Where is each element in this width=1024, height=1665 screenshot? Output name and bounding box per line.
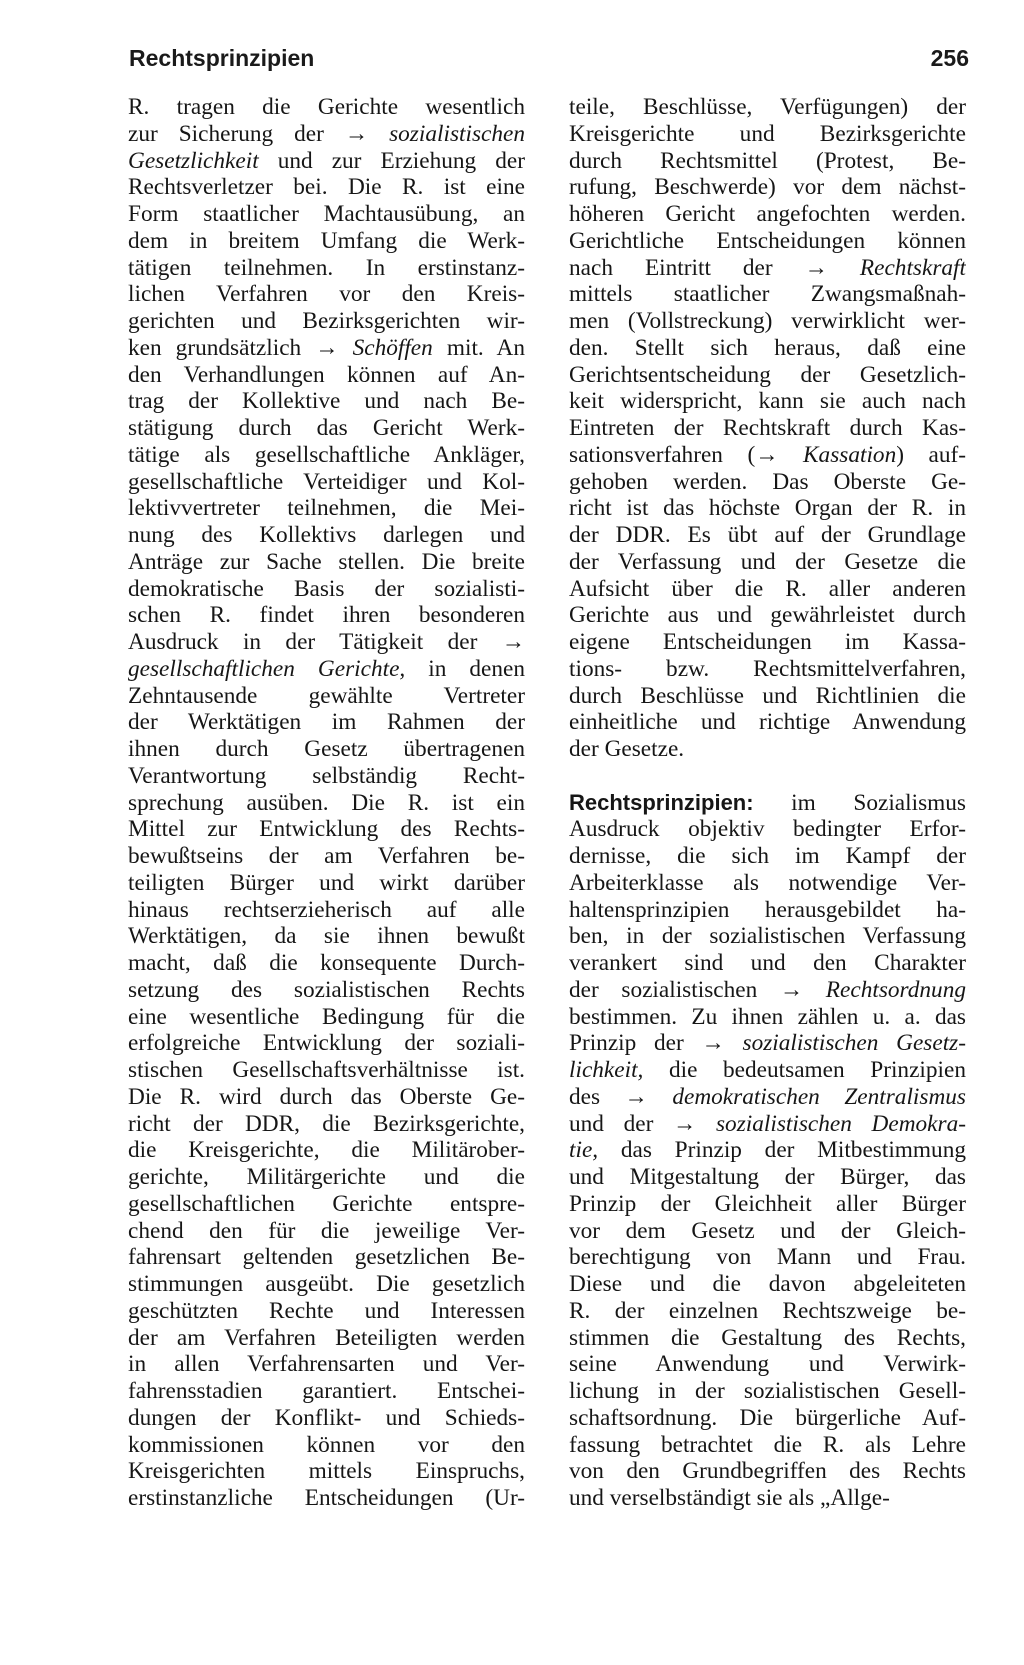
text-run: lichen Verfahren vor den Kreis- <box>128 281 525 308</box>
text-run: das Prinzip der Mitbestimmung <box>598 1137 966 1164</box>
text-run: Anträge zur Sache stellen. Die breite <box>128 548 525 575</box>
text-run: höheren Gericht angefochten werden. <box>569 201 966 227</box>
text-line <box>569 1485 966 1512</box>
text-line <box>569 923 966 950</box>
text-run: fassung betrachtet die R. als Lehre <box>569 1431 966 1458</box>
text-line <box>128 576 525 603</box>
text-run: und der → <box>569 1110 716 1137</box>
text-run: chend den für die jeweilige Ver- <box>128 1217 525 1244</box>
text-line <box>569 977 966 1004</box>
text-line <box>569 1137 966 1164</box>
text-run: mittels staatlicher Zwangsmaßnah- <box>569 281 966 308</box>
text-run: fahrensstadien garantiert. Entschei- <box>128 1378 525 1404</box>
text-run: vor dem Gesetz und der Gleich- <box>569 1217 966 1244</box>
text-line <box>128 388 525 415</box>
text-run: berechtigung von Mann und Frau. <box>569 1244 966 1271</box>
text-run: mit. An <box>432 334 525 361</box>
cross-reference: demokratischen Zentralismus <box>672 1083 966 1110</box>
text-run: R. tragen die Gerichte wesentlich <box>128 94 525 120</box>
text-line <box>128 1137 525 1164</box>
text-line <box>128 1458 525 1485</box>
text-line <box>128 1325 525 1352</box>
text-run: ihnen durch Gesetz übertragenen <box>128 736 525 762</box>
text-run: keit widerspricht, kann sie auch nach <box>569 388 966 415</box>
text-line <box>128 790 525 817</box>
text-run: geschützten Rechte und Interessen <box>128 1297 525 1324</box>
text-run: tätige als gesellschaftliche Ankläger, <box>128 441 525 468</box>
text-line <box>128 148 525 175</box>
text-run: verankert sind und den Charakter <box>569 950 966 976</box>
text-run: Gerichte aus und gewährleistet durch <box>569 602 966 629</box>
text-line <box>128 1164 525 1191</box>
text-line <box>128 495 525 522</box>
text-line <box>569 1244 966 1271</box>
cross-reference: lichkeit, <box>569 1057 644 1083</box>
text-line <box>569 362 966 389</box>
text-line <box>569 1271 966 1298</box>
text-run: Diese und die davon abgeleiteten <box>569 1271 966 1297</box>
text-run: und Mitgestaltung der Bürger, das <box>569 1164 966 1190</box>
text-run: dem in breitem Umfang die Werk- <box>128 227 525 254</box>
text-run: bewußtseins der am Verfahren be- <box>128 843 525 869</box>
text-run: Zehntausende gewählte Vertreter <box>128 682 525 709</box>
text-line <box>569 388 966 415</box>
text-run: schaftsordnung. Die bürgerliche Auf- <box>569 1404 966 1431</box>
text-run: der Werktätigen im Rahmen der <box>128 709 525 736</box>
text-line <box>128 415 525 442</box>
text-line <box>128 709 525 736</box>
text-line <box>569 1458 966 1485</box>
text-run: richt ist das höchste Organ der R. in <box>569 495 966 522</box>
text-run: der Gesetze. <box>569 736 685 762</box>
cross-reference: sozialistischen <box>389 120 525 147</box>
text-run: stischen Gesellschaftsverhältnisse ist. <box>128 1057 525 1083</box>
text-line <box>569 442 966 469</box>
text-run: den Verhandlungen können auf An- <box>128 361 525 388</box>
text-line <box>569 1351 966 1378</box>
text-line <box>569 683 966 710</box>
text-line <box>569 174 966 201</box>
text-line <box>569 1084 966 1111</box>
text-line <box>569 121 966 148</box>
right-column <box>569 94 966 1512</box>
text-line <box>128 736 525 763</box>
text-run: teile, Beschlüsse, Verfügungen) der <box>569 94 966 120</box>
text-run: den. Stellt sich heraus, daß eine <box>569 334 966 361</box>
text-run: Werktätigen, da sie ihnen bewußt <box>128 923 525 950</box>
text-run: hinaus rechtserzieherisch auf alle <box>128 896 525 923</box>
text-run: R. der einzelnen Rechtszweige be- <box>569 1297 966 1324</box>
text-run: der sozialistischen → <box>569 976 826 1003</box>
cross-reference: Gesetzlichkeit <box>128 147 259 174</box>
text-run: gesellschaftliche Verteidiger und Kol- <box>128 468 525 495</box>
text-run: sationsverfahren (→ <box>569 441 804 468</box>
text-line <box>128 1191 525 1218</box>
text-line <box>128 950 525 977</box>
text-run: dernisse, die sich im Kampf der <box>569 843 966 869</box>
text-run: sprechung ausüben. Die R. ist ein <box>128 789 525 816</box>
text-line <box>128 1485 525 1512</box>
cross-reference: gesellschaftlichen Gerichte, <box>128 655 406 682</box>
text-run: ken grundsätzlich → <box>128 334 353 361</box>
text-line <box>128 1378 525 1405</box>
text-run: stimmungen ausgeübt. Die gesetzlich <box>128 1271 525 1297</box>
text-run: Mittel zur Entwicklung des Rechts- <box>128 816 525 843</box>
text-line <box>569 1218 966 1245</box>
text-run: eigene Entscheidungen im Kassa- <box>569 629 966 655</box>
cross-reference: sozialistischen Gesetz- <box>742 1030 966 1057</box>
cross-reference: sozialistischen Demokra- <box>715 1110 966 1137</box>
text-run: kommissionen können vor den <box>128 1431 525 1458</box>
text-line <box>569 1191 966 1218</box>
text-run: fahrensart geltenden gesetzlichen Be- <box>128 1244 525 1271</box>
text-line <box>569 415 966 442</box>
text-line <box>128 522 525 549</box>
text-run: seine Anwendung und Verwirk- <box>569 1351 966 1378</box>
text-run: in denen <box>405 655 525 682</box>
text-line <box>128 683 525 710</box>
text-line <box>128 174 525 201</box>
text-run: ben, in der sozialistischen Verfassung <box>569 923 966 950</box>
text-line <box>128 549 525 576</box>
text-line <box>569 1405 966 1432</box>
text-line <box>569 709 966 736</box>
text-line <box>569 201 966 228</box>
text-run: Ausdruck in der Tätigkeit der → <box>128 629 525 655</box>
text-line <box>128 442 525 469</box>
text-line <box>569 228 966 255</box>
text-run: demokratische Basis der sozialisti- <box>128 575 525 602</box>
paragraph-gap <box>569 763 966 790</box>
text-run: Eintreten der Rechtskraft durch Kas- <box>569 415 966 441</box>
text-line <box>569 1111 966 1138</box>
text-run: der DDR. Es übt auf der Grundlage <box>569 522 966 548</box>
text-run: im Sozialismus <box>753 789 966 816</box>
text-run: Ausdruck objektiv bedingter Erfor- <box>569 816 966 843</box>
text-run: Gerichtsentscheidung der Gesetzlich- <box>569 361 966 388</box>
text-line <box>128 281 525 308</box>
text-line <box>569 1325 966 1352</box>
text-run: macht, daß die konsequente Durch- <box>128 950 525 976</box>
text-run: durch Beschlüsse und Richtlinien die <box>569 682 966 709</box>
text-line <box>128 816 525 843</box>
text-line <box>128 1111 525 1138</box>
text-line <box>569 94 966 121</box>
text-run: lektivvertreter teilnehmen, die Mei- <box>128 495 525 522</box>
page-number: 256 <box>930 44 969 71</box>
text-run: Kreisgerichte und Bezirksgerichte <box>569 120 966 147</box>
text-run: Rechtsverletzer bei. Die R. ist eine <box>128 174 525 201</box>
cross-reference: Schöffen <box>352 334 433 361</box>
text-run: die bedeutsamen Prinzipien <box>643 1057 966 1083</box>
text-line <box>128 656 525 683</box>
text-run: Form staatlicher Machtausübung, an <box>128 201 525 227</box>
running-head-title: Rechtsprinzipien <box>129 44 315 71</box>
text-line <box>569 602 966 629</box>
text-run: zur Sicherung der → <box>128 120 390 147</box>
text-line <box>128 362 525 389</box>
text-line <box>128 1004 525 1031</box>
text-line <box>569 549 966 576</box>
text-line <box>128 923 525 950</box>
text-line <box>569 629 966 656</box>
text-run: tätigen teilnehmen. In erstinstanz- <box>128 254 525 281</box>
text-line <box>128 897 525 924</box>
left-column <box>128 94 525 1512</box>
text-line <box>128 870 525 897</box>
text-line <box>569 495 966 522</box>
text-run: stimmen die Gestaltung des Rechts, <box>569 1324 966 1351</box>
text-run: des → <box>569 1083 673 1110</box>
text-line <box>128 1218 525 1245</box>
text-run: und verselbständigt sie als „Allge- <box>569 1485 890 1511</box>
entry-headword: Rechtsprinzipien: <box>569 789 754 815</box>
text-run: lichung in der sozialistischen Gesell- <box>569 1378 966 1404</box>
text-run: Aufsicht über die R. aller anderen <box>569 575 966 602</box>
text-run: die Kreisgerichte, die Militärober- <box>128 1137 525 1164</box>
text-line <box>569 1030 966 1057</box>
text-line <box>569 950 966 977</box>
text-run: gehoben werden. Das Oberste Ge- <box>569 468 966 495</box>
text-run: gerichte, Militärgerichte und die <box>128 1164 525 1190</box>
text-line <box>569 1057 966 1084</box>
text-run: nach Eintritt der → <box>569 254 860 281</box>
text-run: in allen Verfahrensarten und Ver- <box>128 1351 525 1378</box>
text-line <box>128 1084 525 1111</box>
text-run: erstinstanzliche Entscheidungen (Ur- <box>128 1485 525 1511</box>
text-run: ) auf- <box>896 441 966 468</box>
text-line <box>128 602 525 629</box>
text-run: tions- bzw. Rechtsmittelverfahren, <box>569 655 966 682</box>
text-run: rufung, Beschwerde) vor dem nächst- <box>569 174 966 201</box>
text-line <box>128 1298 525 1325</box>
text-line <box>569 576 966 603</box>
text-line <box>569 1432 966 1459</box>
text-run: gerichten und Bezirksgerichten wir- <box>128 308 525 334</box>
text-line <box>128 121 525 148</box>
text-run: Gerichtliche Entscheidungen können <box>569 227 966 254</box>
text-run: von den Grundbegriffen des Rechts <box>569 1458 966 1485</box>
cross-reference: Kassation <box>803 441 897 468</box>
text-run: gesellschaftlichen Gerichte entspre- <box>128 1190 525 1217</box>
text-run: der Verfassung und der Gesetze die <box>569 548 966 575</box>
text-line <box>569 843 966 870</box>
text-run: durch Rechtsmittel (Protest, Be- <box>569 147 966 174</box>
text-run: trag der Kollektive und nach Be- <box>128 388 525 415</box>
text-line <box>128 255 525 282</box>
text-line <box>569 870 966 897</box>
text-line <box>569 308 966 335</box>
text-line <box>569 736 966 763</box>
text-run: bestimmen. Zu ihnen zählen u. a. das <box>569 1003 966 1030</box>
text-line <box>128 1271 525 1298</box>
text-line <box>569 790 966 817</box>
text-run: richt der DDR, die Bezirksgerichte, <box>128 1110 525 1137</box>
running-head <box>129 38 969 78</box>
text-run: Verantwortung selbständig Recht- <box>128 762 525 789</box>
text-line <box>569 1378 966 1405</box>
text-line <box>569 522 966 549</box>
text-run: haltensprinzipien herausgebildet ha- <box>569 896 966 923</box>
text-run: schen R. findet ihren besonderen <box>128 602 525 629</box>
text-run: Prinzip der Gleichheit aller Bürger <box>569 1190 966 1217</box>
text-line <box>128 469 525 496</box>
text-line <box>128 201 525 228</box>
text-run: einheitliche und richtige Anwendung <box>569 709 966 736</box>
text-line <box>569 1004 966 1031</box>
text-line <box>128 629 525 656</box>
text-run: nung des Kollektivs darlegen und <box>128 522 525 548</box>
text-line <box>569 255 966 282</box>
text-line <box>128 94 525 121</box>
text-line <box>569 469 966 496</box>
cross-reference: tie, <box>569 1137 599 1164</box>
text-run: dungen der Konflikt- und Schieds- <box>128 1404 525 1431</box>
text-line <box>128 1030 525 1057</box>
text-line <box>128 1432 525 1459</box>
text-run: teiligten Bürger und wirkt darüber <box>128 869 525 896</box>
text-run: Prinzip der → <box>569 1030 743 1057</box>
text-line <box>128 977 525 1004</box>
text-line <box>128 1351 525 1378</box>
text-line <box>128 763 525 790</box>
text-line <box>569 1164 966 1191</box>
text-line <box>128 1405 525 1432</box>
cross-reference: Rechtskraft <box>859 254 966 281</box>
text-run: stätigung durch das Gericht Werk- <box>128 415 525 441</box>
text-line <box>569 1298 966 1325</box>
text-run: men (Vollstreckung) verwirklicht wer- <box>569 308 966 334</box>
text-line <box>569 656 966 683</box>
text-line <box>128 308 525 335</box>
text-line <box>569 897 966 924</box>
text-run: der am Verfahren Beteiligten werden <box>128 1324 525 1351</box>
text-line <box>128 843 525 870</box>
text-run: erfolgreiche Entwicklung der soziali- <box>128 1030 525 1057</box>
text-run: und zur Erziehung der <box>258 147 525 174</box>
text-run: setzung des sozialistischen Rechts <box>128 976 525 1003</box>
text-line <box>128 335 525 362</box>
text-line <box>569 816 966 843</box>
text-run: Arbeiterklasse als notwendige Ver- <box>569 869 966 896</box>
cross-reference: Rechtsordnung <box>825 976 966 1003</box>
text-run: eine wesentliche Bedingung für die <box>128 1003 525 1030</box>
text-line <box>569 335 966 362</box>
text-line <box>569 281 966 308</box>
text-line <box>128 1057 525 1084</box>
text-line <box>569 148 966 175</box>
text-run: Kreisgerichten mittels Einspruchs, <box>128 1458 525 1485</box>
text-line <box>128 228 525 255</box>
text-line <box>128 1244 525 1271</box>
text-run: Die R. wird durch das Oberste Ge- <box>128 1083 525 1110</box>
